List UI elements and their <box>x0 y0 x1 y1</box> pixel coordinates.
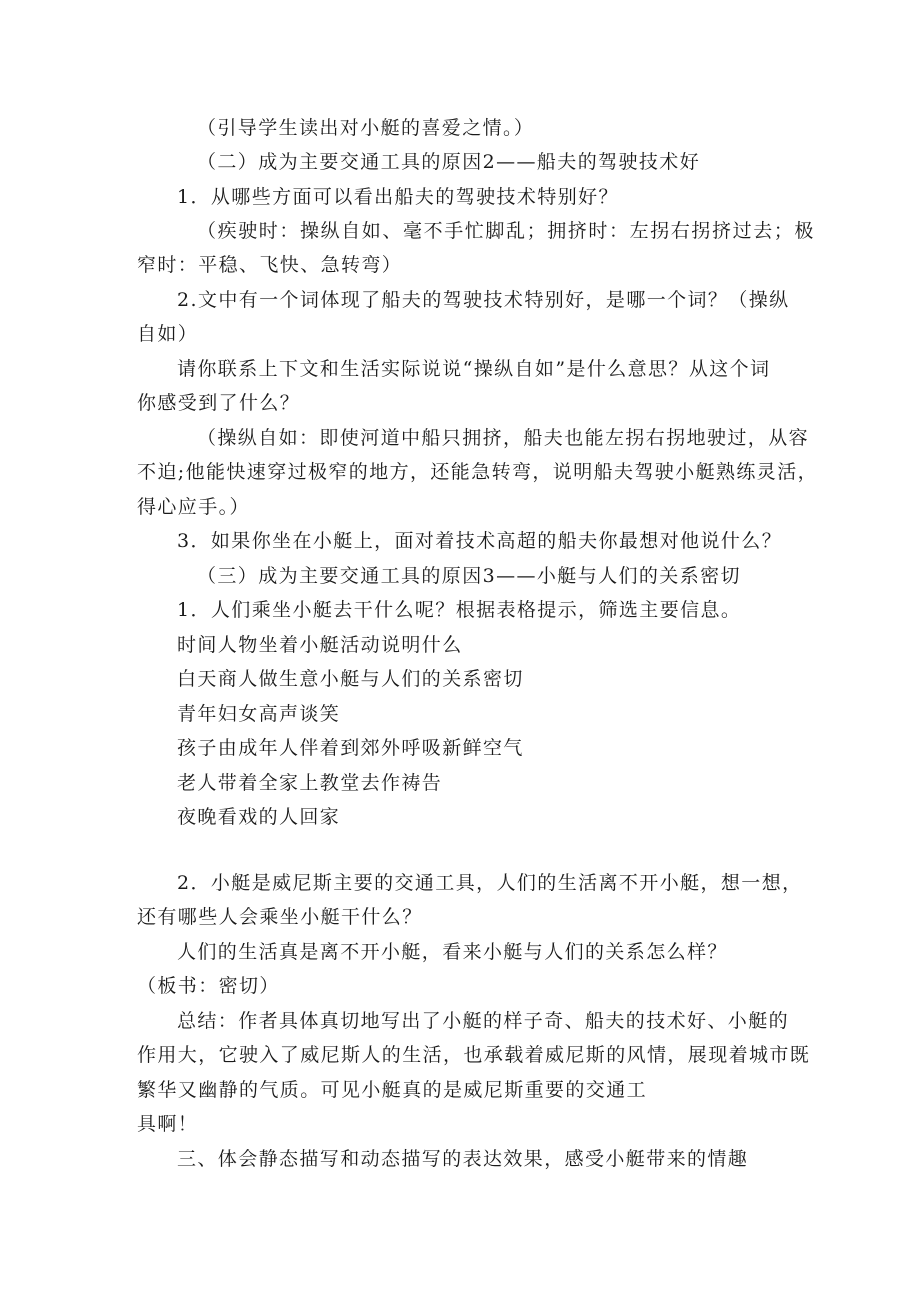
table-row: 青年妇女高声谈笑 <box>177 703 341 725</box>
text-line: 请你联系上下文和生活实际说说“操纵自如”是什么意思？从这个词 <box>177 358 771 380</box>
text-line: 得心应手。） <box>137 496 250 518</box>
question-line: 3．如果你坐在小艇上，面对着技术高超的船夫你最想对他说什么？ <box>177 530 783 552</box>
text-line: 人们的生活真是离不开小艇，看来小艇与人们的关系怎么样？ <box>177 941 728 963</box>
text-line: 你感受到了什么？ <box>137 392 301 414</box>
text-line: 不迫;他能快速穿过极窄的地方，还能急转弯，说明船夫驾驶小艇熟练灵活， <box>137 461 819 483</box>
summary-line: 具啊！ <box>137 1113 199 1135</box>
text-line: 窄时：平稳、飞快、急转弯） <box>137 254 403 276</box>
summary-line: 作用大，它驶入了威尼斯人的生活，也承载着威尼斯的风情，展现着城市既 <box>137 1044 811 1066</box>
text-line: 自如） <box>137 323 199 345</box>
text-line: （引导学生读出对小艇的喜爱之情。） <box>197 117 535 139</box>
text-line: （操纵自如：即使河道中船只拥挤，船夫也能左拐右拐地驶过，从容 <box>197 427 810 449</box>
summary-line: 繁华又幽静的气质。可见小艇真的是威尼斯重要的交通工 <box>137 1079 648 1101</box>
text-line: （板书：密切） <box>137 975 280 997</box>
table-row: 白天商人做生意小艇与人们的关系密切 <box>177 668 524 690</box>
question-line: 1．人们乘坐小艇去干什么呢？根据表格提示，筛选主要信息。 <box>177 599 742 621</box>
table-row: 孩子由成年人伴着到郊外呼吸新鲜空气 <box>177 737 524 759</box>
question-line: 2．小艇是威尼斯主要的交通工具，人们的生活离不开小艇，想一想， <box>177 872 803 894</box>
section-heading: 三、体会静态描写和动态描写的表达效果，感受小艇带来的情趣 <box>177 1148 749 1170</box>
text-line: 还有哪些人会乘坐小艇干什么？ <box>137 906 423 928</box>
section-heading: （二）成为主要交通工具的原因2——船夫的驾驶技术好 <box>197 151 701 173</box>
table-row: 时间人物坐着小艇活动说明什么 <box>177 634 463 656</box>
text-line: （疾驶时：操纵自如、毫不手忙脚乱；拥挤时：左拐右拐挤过去；极 <box>197 220 816 242</box>
table-row: 老人带着全家上教堂去作祷告 <box>177 772 443 794</box>
question-line: 1．从哪些方面可以看出船夫的驾驶技术特别好？ <box>177 186 619 208</box>
question-line: 2.文中有一个词体现了船夫的驾驶技术特别好，是哪一个词？（操纵 <box>177 289 790 311</box>
section-heading: （三）成为主要交通工具的原因3——小艇与人们的关系密切 <box>197 565 741 587</box>
table-row: 夜晚看戏的人回家 <box>177 806 341 828</box>
summary-line: 总结：作者具体真切地写出了小艇的样子奇、船夫的技术好、小艇的 <box>177 1010 790 1032</box>
